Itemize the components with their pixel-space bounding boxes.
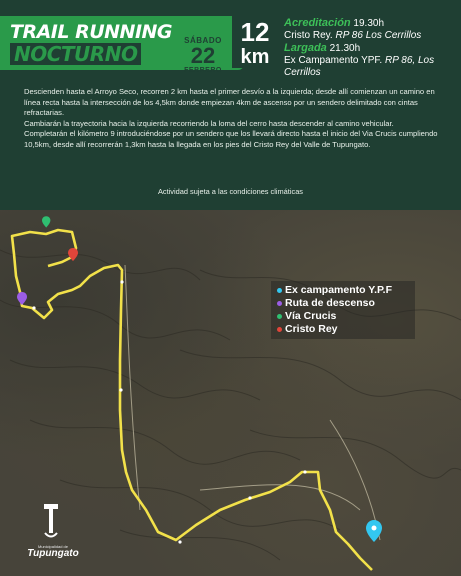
legend-item-cristo-rey bbox=[277, 323, 338, 335]
legend-label: Ex campamento Y.P.F bbox=[285, 284, 392, 296]
municipality-logo bbox=[18, 500, 88, 560]
logo-name: Tupungato bbox=[27, 548, 79, 559]
event-title-line1: TRAIL RUNNING bbox=[10, 21, 173, 43]
logo-subtitle: Municipalidad de bbox=[37, 544, 69, 549]
start-place: Ex Campamento YPF. bbox=[284, 55, 383, 66]
map-legend bbox=[271, 281, 415, 339]
event-date-month: FEBRERO bbox=[184, 67, 222, 74]
legend-dot-purple-icon bbox=[277, 301, 282, 306]
legend-dot-green-icon bbox=[277, 314, 282, 319]
distance-unit: km bbox=[240, 46, 270, 68]
accreditation-place: Cristo Rey. bbox=[284, 30, 333, 41]
event-date bbox=[183, 36, 223, 74]
event-date-day: SÁBADO bbox=[184, 36, 222, 45]
legend-label: Cristo Rey bbox=[285, 323, 338, 335]
tupungato-logo-icon bbox=[42, 502, 60, 540]
event-date-number: 22 bbox=[190, 43, 216, 68]
weather-note: Actividad sujeta a las condiciones climáticas bbox=[157, 187, 303, 196]
event-brand-banner bbox=[0, 16, 244, 74]
marker-ruta-descenso bbox=[17, 292, 27, 305]
distance-number: 12 bbox=[240, 17, 270, 47]
route-description bbox=[24, 87, 444, 151]
legend-dot-cyan-icon bbox=[277, 288, 282, 293]
event-title-line2: NOCTURNO bbox=[10, 43, 141, 65]
marker-ex-campamento bbox=[366, 520, 382, 542]
description-paragraph-3: Completarán el kilómetro 9 introduciéndose por un sendero que los llevará directo hasta el inicio del Via Crucis cumpliendo 10,5km, desde allí recorrerán 1,3km hasta la llegada en los pies del Cristo Rey del Valle de Tupungato. bbox=[24, 129, 438, 149]
description-paragraph-2: Cambiarán la trayectoria hacia la izquierda recorriendo la loma del cerro hasta descender al camino vehicular. bbox=[24, 118, 394, 128]
accreditation-time: 19.30h bbox=[353, 18, 385, 29]
legend-label: Ruta de descenso bbox=[285, 297, 375, 309]
start-time: 21.30h bbox=[329, 43, 361, 54]
accreditation-label: Acreditación bbox=[284, 17, 351, 29]
start-label: Largada bbox=[284, 42, 327, 54]
marker-via-crucis bbox=[42, 216, 50, 227]
marker-cristo-rey bbox=[68, 248, 78, 261]
description-paragraph-1: Descienden hasta el Arroyo Seco, recorren 2 km hasta el primer desvío a la izquierda; desde allí comienzan un camino en línea recta hasta la intersección de los 4,5km donde empiezan 4km de ascenso por un sendero delimitado con cintas refractarias. bbox=[24, 87, 435, 118]
event-schedule bbox=[284, 17, 461, 79]
legend-item-ex-campamento bbox=[277, 284, 392, 296]
legend-item-via-crucis bbox=[277, 310, 336, 322]
header-panel bbox=[0, 0, 461, 210]
legend-item-ruta-descenso bbox=[277, 297, 375, 309]
legend-label: Vía Crucis bbox=[285, 310, 337, 322]
legend-dot-red-icon bbox=[277, 327, 282, 332]
accreditation-road: RP 86 Los Cerrillos bbox=[335, 30, 422, 41]
distance-badge bbox=[232, 14, 278, 68]
start-road: RP 86, Los Cerrillos bbox=[284, 55, 435, 78]
